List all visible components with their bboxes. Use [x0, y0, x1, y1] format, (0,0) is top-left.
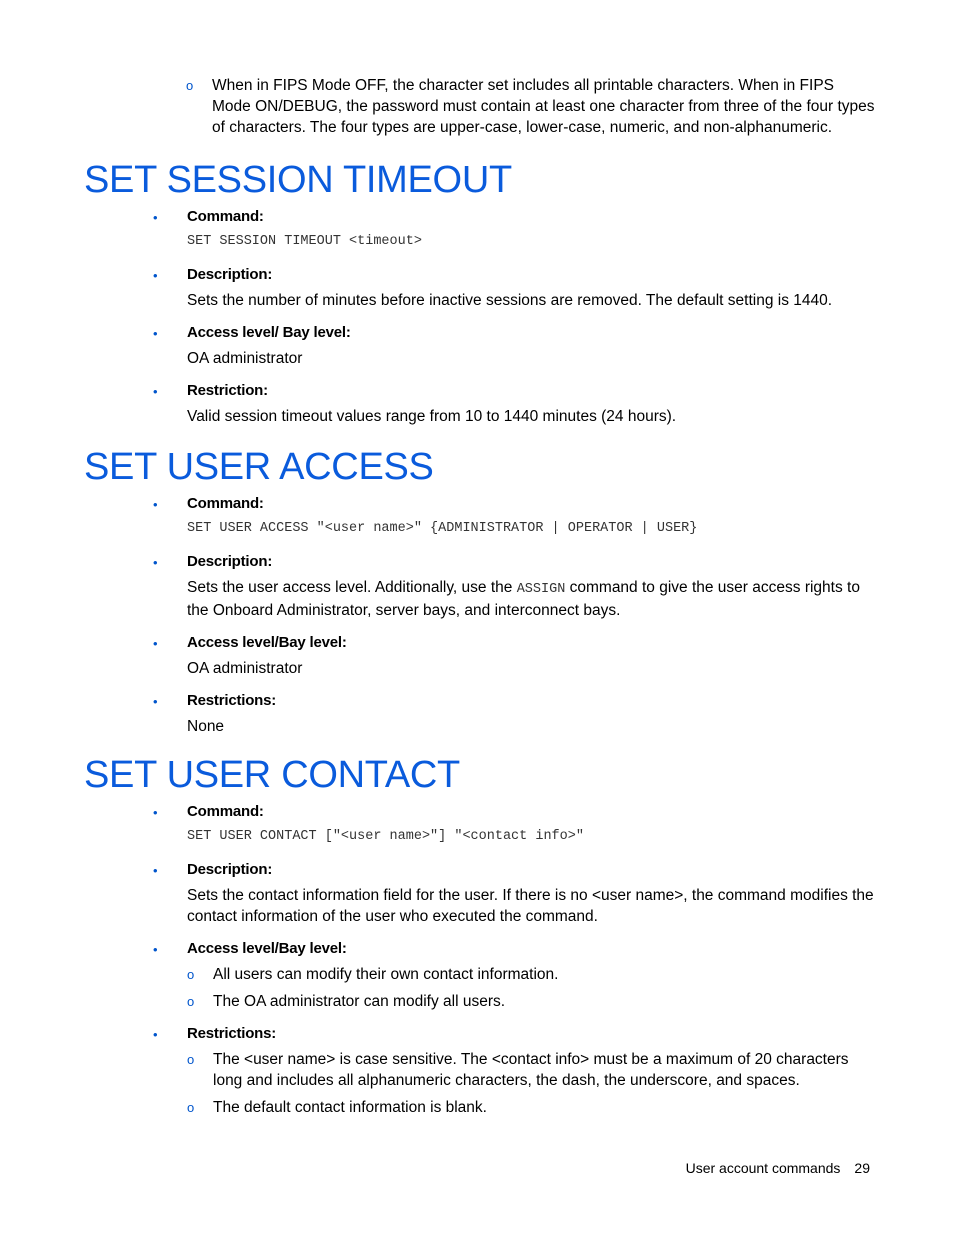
bullet-icon: • [153, 326, 158, 341]
restriction-label: Restrictions: [187, 1025, 277, 1042]
list-item [187, 991, 878, 1012]
bullet-icon: • [153, 636, 158, 651]
intro-text: When in FIPS Mode OFF, the character set includes all printable characters. When in FIPS Mode ON/DEBUG, the password must contain at least one character from three of the four types of characters. The four types are upper-case, lower-case, numeric, and non-alphanumeric. [212, 77, 875, 136]
command-field [153, 494, 884, 538]
command-label: Command: [187, 803, 264, 820]
description-text: Sets the contact information field for the user. If there is no <user name>, the command modifies the contact information of the user who executed the command. [187, 887, 874, 925]
restriction-sub-list [187, 1049, 884, 1118]
command-syntax: SET USER CONTACT ["<user name>"] "<contact info>" [187, 829, 584, 844]
section-set-session-timeout [84, 157, 884, 436]
description-text-start: Sets the user access level. Additionally, use the [187, 579, 517, 596]
restriction-field [153, 691, 884, 737]
access-text: OA administrator [187, 660, 303, 677]
bullet-icon: • [153, 1027, 158, 1042]
bullet-icon: • [153, 694, 158, 709]
section-title: SET SESSION TIMEOUT [84, 159, 512, 201]
access-text: OA administrator [187, 350, 303, 367]
command-field [153, 802, 884, 846]
page-number: 29 [854, 1160, 870, 1176]
bullet-icon: • [153, 805, 158, 820]
sub-bullet-icon: o [187, 967, 195, 982]
list-item-text: All users can modify their own contact information. [213, 966, 559, 983]
command-label: Command: [187, 208, 264, 225]
section-title: SET USER ACCESS [84, 446, 434, 488]
restriction-label: Restriction: [187, 382, 268, 399]
bullet-icon: • [153, 497, 158, 512]
description-field [153, 860, 884, 927]
restriction-field [153, 381, 884, 427]
command-field [153, 207, 884, 251]
access-field [153, 633, 884, 679]
description-text-end: command to give the user access rights to the Onboard Administrator, server bays, and interconnect bays. [187, 579, 860, 619]
footer-section-name: User account commands [685, 1160, 841, 1176]
section-title: SET USER CONTACT [84, 754, 460, 796]
sub-bullet-icon: o [187, 1100, 195, 1115]
sub-bullet-icon: o [187, 1052, 195, 1067]
page-footer [686, 1158, 870, 1178]
restriction-label: Restrictions: [187, 692, 277, 709]
list-item-text: The <user name> is case sensitive. The <contact info> must be a maximum of 20 characters long and includes all alphanumeric characters, the dash, the underscore, and spaces. [213, 1051, 849, 1089]
bullet-icon: • [153, 268, 158, 283]
description-label: Description: [187, 553, 273, 570]
assign-command-code: ASSIGN [516, 582, 566, 597]
command-syntax: SET SESSION TIMEOUT <timeout> [187, 234, 422, 249]
bullet-icon: • [153, 384, 158, 399]
sub-bullet-icon: o [186, 78, 194, 93]
access-label: Access level/Bay level: [187, 634, 347, 651]
sub-bullet-icon: o [187, 994, 195, 1009]
description-text: Sets the number of minutes before inactive sessions are removed. The default setting is 1440. [187, 292, 833, 309]
access-field [153, 323, 884, 369]
restriction-text: Valid session timeout values range from 10 to 1440 minutes (24 hours). [187, 408, 677, 425]
access-field [153, 939, 884, 1012]
section-set-user-access [84, 444, 884, 746]
description-label: Description: [187, 266, 273, 283]
access-sub-list [187, 964, 884, 1012]
description-label: Description: [187, 861, 273, 878]
command-syntax: SET USER ACCESS "<user name>" {ADMINISTRATOR | OPERATOR | USER} [187, 521, 698, 536]
description-text [187, 577, 877, 621]
section-set-user-contact [84, 752, 884, 1127]
list-item [187, 1097, 878, 1118]
list-item [187, 1049, 878, 1091]
bullet-icon: • [153, 863, 158, 878]
list-item [187, 964, 878, 985]
list-item [186, 75, 876, 138]
access-label: Access level/Bay level: [187, 940, 347, 957]
access-label: Access level/ Bay level: [187, 324, 351, 341]
restriction-text: None [187, 718, 225, 735]
description-field [153, 552, 884, 621]
description-field [153, 265, 884, 311]
list-item-text: The OA administrator can modify all users. [213, 993, 506, 1010]
intro-continuation [186, 75, 876, 144]
restriction-field [153, 1024, 884, 1118]
command-label: Command: [187, 495, 264, 512]
bullet-icon: • [153, 210, 158, 225]
bullet-icon: • [153, 555, 158, 570]
bullet-icon: • [153, 942, 158, 957]
list-item-text: The default contact information is blank. [213, 1099, 487, 1116]
